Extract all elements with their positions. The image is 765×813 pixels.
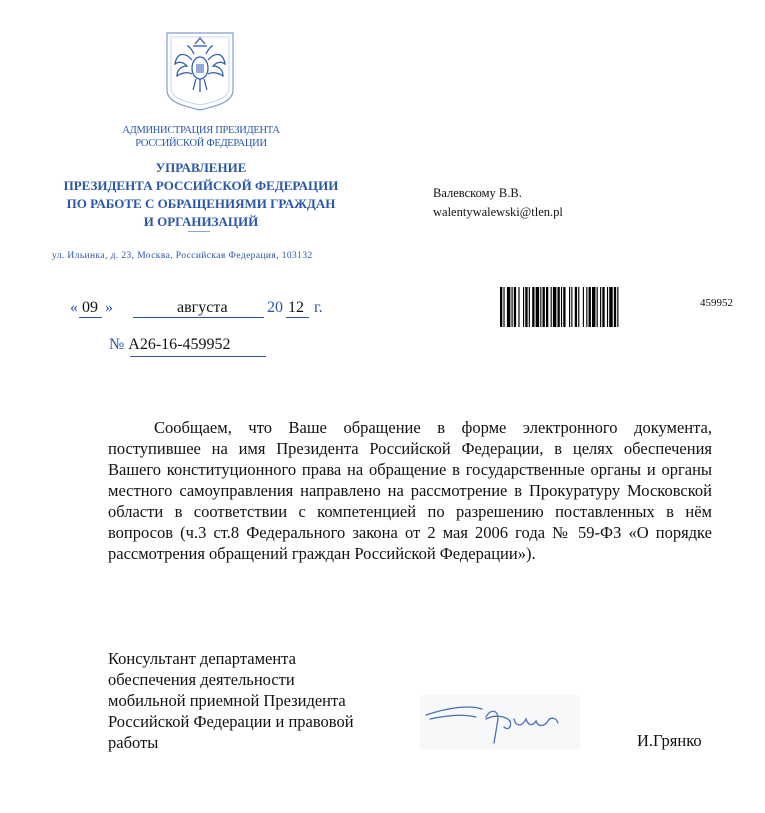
barcode-bar <box>543 287 545 327</box>
barcode-bar <box>597 287 598 327</box>
barcode-bar <box>551 287 552 327</box>
date-close-quote: » <box>105 299 113 316</box>
department-line-1: УПРАВЛЕНИЕ <box>155 160 247 175</box>
barcode-bar <box>607 287 608 327</box>
administration-line-1: АДМИНИСТРАЦИЯ ПРЕЗИДЕНТА <box>122 125 280 136</box>
date-month: августа <box>177 299 228 316</box>
barcode-number: 459952 <box>700 297 733 309</box>
date-month-underline <box>133 317 264 318</box>
barcode-bar <box>575 287 577 327</box>
barcode-bar <box>536 287 539 327</box>
department-line-2: ПРЕЗИДЕНТА РОССИЙСКОЙ ФЕДЕРАЦИИ <box>63 178 339 193</box>
barcode-bar <box>609 287 612 327</box>
letter-body-paragraph: Сообщаем, что Ваше обращение в форме электронного документа, поступившее на имя Президента Российской Федерации, в целях обеспечения Вашего конституционного права на обращение в государственные органы и органы местного самоуправления направлено на рассмотрение в Прокуратуру Московской области в соответствии с компетенцией по разрешению поставленных в нём вопросов (ч.3 ст.8 Федерального закона от 2 мая 2006 года № 59-ФЗ «О порядке рассмотрения обращений граждан Российской Федерации»). <box>108 418 712 563</box>
signatory-title-line: мобильной приемной Президента <box>108 691 346 710</box>
document-number: А26-16-459952 <box>128 336 231 353</box>
signer-name: И.Грянко <box>637 731 702 750</box>
barcode-bar <box>583 287 584 327</box>
signatory-title-line: Российской Федерации и правовой <box>108 712 354 731</box>
letterhead-address: ул. Ильинка, д. 23, Москва, Российская Федерация, 103132 <box>52 251 313 261</box>
date-open-quote: « <box>70 299 78 316</box>
number-sign: № <box>109 336 125 353</box>
state-emblem-icon <box>163 30 237 112</box>
barcode-bar <box>578 287 579 327</box>
barcode-bar <box>503 287 504 327</box>
barcode-bar <box>540 287 541 327</box>
barcode-bar <box>561 287 562 327</box>
date-year-abbr: г. <box>314 299 323 316</box>
barcode-bar <box>525 287 527 327</box>
signatory-title <box>108 648 398 753</box>
barcode-bar <box>617 287 618 327</box>
recipient-email: walentywalewski@tlen.pl <box>433 205 563 219</box>
letterhead-divider <box>188 231 210 232</box>
barcode-bar <box>586 287 587 327</box>
date-day: 09 <box>82 299 98 316</box>
handwritten-signature <box>420 695 580 750</box>
department-line-3: ПО РАБОТЕ С ОБРАЩЕНИЯМИ ГРАЖДАН <box>66 196 336 211</box>
recipient-name: Валевскому В.В. <box>433 186 522 200</box>
barcode-bar <box>523 287 524 327</box>
barcode-bar <box>592 287 595 327</box>
date-day-underline <box>79 317 102 318</box>
signatory-title-line: обеспечения деятельности <box>108 670 295 689</box>
barcode-bar <box>569 287 570 327</box>
letter-body <box>108 417 712 564</box>
barcode-bar <box>600 287 601 327</box>
barcode-bar <box>558 287 560 327</box>
signatory-title-line: работы <box>108 733 159 752</box>
barcode-bar <box>553 287 556 327</box>
barcode-bar <box>614 287 616 327</box>
date-year-underline <box>286 317 309 318</box>
barcode-bar <box>602 287 604 327</box>
administration-line-2: РОССИЙСКОЙ ФЕДЕРАЦИИ <box>135 138 267 149</box>
signatory-title-line: Консультант департамента <box>108 649 296 668</box>
barcode-bar <box>529 287 530 327</box>
barcode-bar <box>546 287 548 327</box>
barcode-bar <box>518 287 519 327</box>
barcode-bar <box>514 287 516 327</box>
barcode-bar <box>512 287 513 327</box>
date-year-suffix: 12 <box>288 299 304 316</box>
barcode-bar <box>532 287 534 327</box>
barcode-bar <box>507 287 510 327</box>
barcode-bar <box>500 287 502 327</box>
date-year-prefix: 20 <box>267 299 283 316</box>
document-number-underline <box>130 356 266 357</box>
barcode-bar <box>563 287 565 327</box>
barcode-bar <box>571 287 572 327</box>
barcode-bar <box>589 287 591 327</box>
department-line-4: И ОРГАНИЗАЦИЙ <box>143 214 259 229</box>
barcode-graphic <box>500 287 690 327</box>
